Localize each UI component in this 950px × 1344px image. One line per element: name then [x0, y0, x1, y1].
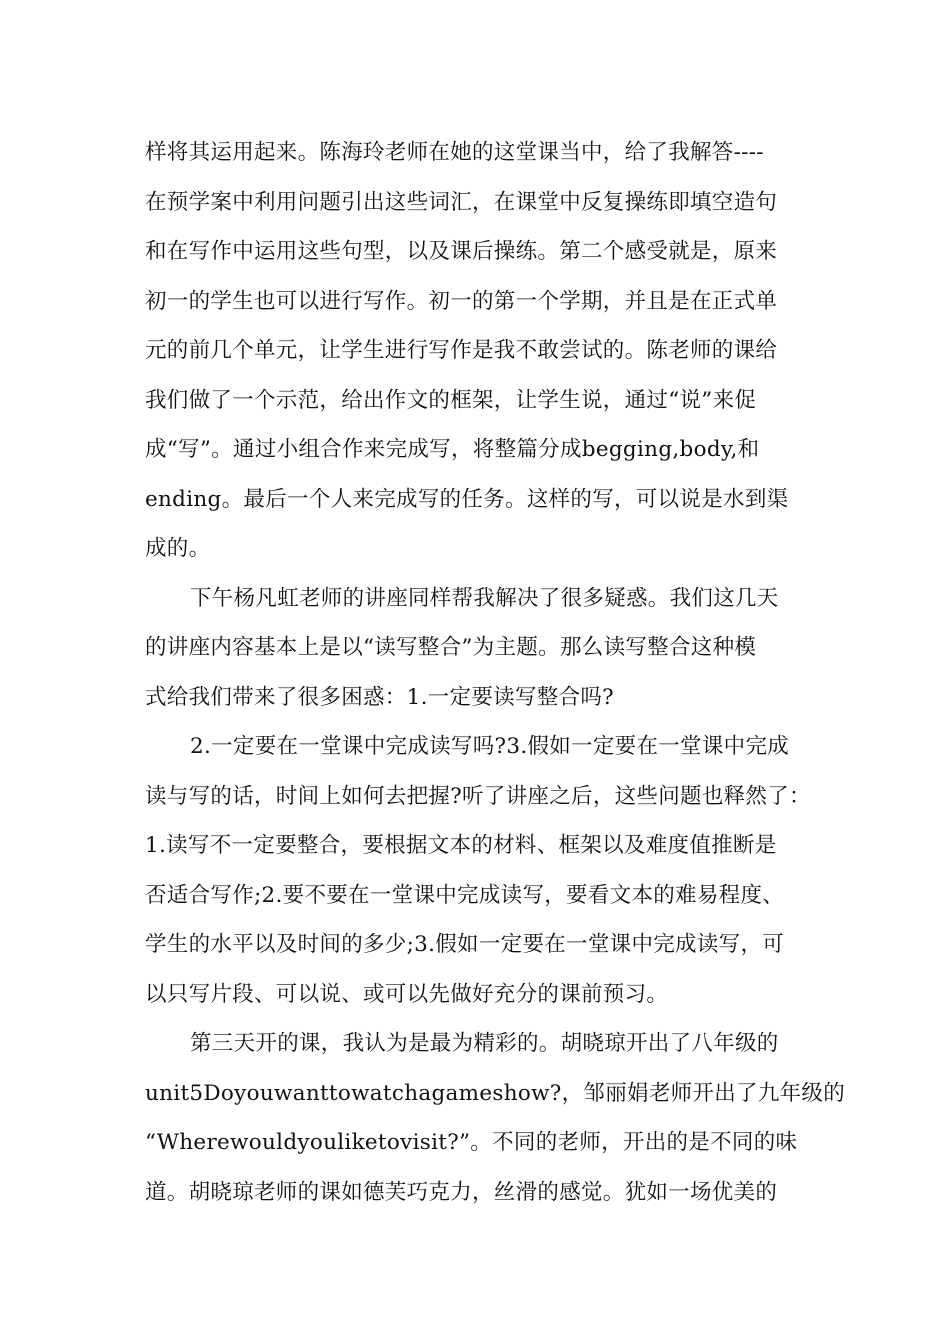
text-line: 我们做了一个示范，给出作文的框架，让学生说，通过“说”来促: [145, 387, 757, 413]
text-line: 否适合写作;2.要不要在一堂课中完成读写，要看文本的难易程度、: [145, 882, 785, 908]
text-line: 成的。: [145, 536, 211, 561]
text-line: 在预学案中利用问题引出这些词汇，在课堂中反复操练即填空造句: [145, 189, 778, 215]
text-line: “Wherewouldyouliketovisit?”。不同的老师，开出的是不同的味: [145, 1130, 798, 1155]
paragraph-start-line: 下午杨凡虹老师的讲座同样帮我解决了很多疑惑。我们这几天: [190, 585, 779, 611]
text-line: 初一的学生也可以进行写作。初一的第一个学期，并且是在正式单: [145, 288, 778, 314]
text-line: ending。最后一个人来完成写的任务。这样的写，可以说是水到渠: [145, 486, 789, 512]
text-line: 样将其运用起来。陈海玲老师在她的这堂课当中，给了我解答----: [145, 140, 764, 165]
text-line: 1.读写不一定要整合，要根据文本的材料、框架以及难度值推断是: [145, 833, 777, 858]
text-line: unit5Doyouwanttowatchagameshow?，邹丽娟老师开出了九年级的: [145, 1080, 846, 1106]
text-line: 读与写的话，时间上如何去把握?听了讲座之后，这些问题也释然了：: [145, 783, 811, 809]
text-line: 学生的水平以及时间的多少;3.假如一定要在一堂课中完成读写，可: [145, 932, 785, 957]
text-line: 元的前几个单元，让学生进行写作是我不敢尝试的。陈老师的课给: [145, 338, 778, 363]
text-line: 道。胡晓琼老师的课如德芙巧克力，丝滑的感觉。犹如一场优美的: [145, 1179, 778, 1205]
text-line: 的讲座内容基本上是以“读写整合”为主题。那么读写整合这种模: [145, 635, 757, 660]
text-line: 和在写作中运用这些句型，以及课后操练。第二个感受就是，原来: [145, 239, 778, 264]
text-line: 以只写片段、可以说、或可以先做好充分的课前预习。: [145, 981, 669, 1007]
paragraph-start-line: 2.一定要在一堂课中完成读写吗?3.假如一定要在一堂课中完成: [190, 734, 790, 759]
paragraph-start-line: 第三天开的课，我认为是最为精彩的。胡晓琼开出了八年级的: [190, 1031, 779, 1056]
text-line: 成“写”。通过小组合作来完成写，将整篇分成begging,body,和: [145, 437, 760, 462]
body-text: [145, 128, 846, 1217]
text-line: 式给我们带来了很多困惑：1.一定要读写整合吗?: [145, 684, 614, 710]
